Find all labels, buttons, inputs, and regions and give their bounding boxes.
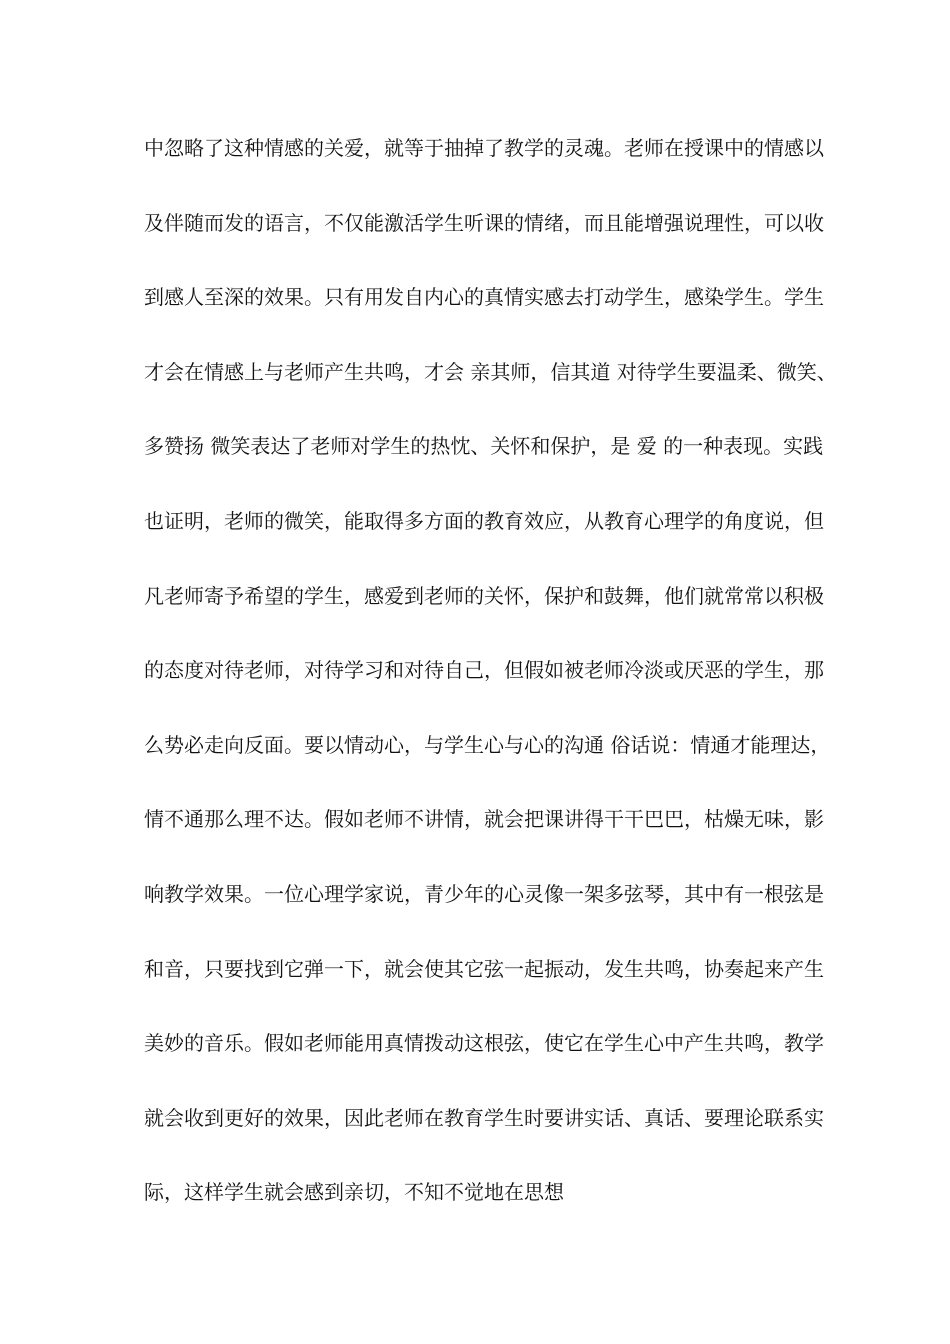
text-line: 到感人至深的效果。只有用发自内心的真情实感去打动学生，感染学生。学生 (144, 285, 824, 310)
text-line: 中忽略了这种情感的关爱，就等于抽掉了教学的灵魂。老师在授课中的情感以 (144, 136, 824, 160)
text-line: 才会在情感上与老师产生共鸣，才会 亲其师，信其道 对待学生要温柔、微笑、 (144, 359, 837, 384)
text-line: 的态度对待老师，对待学习和对待自己，但假如被老师冷淡或厌恶的学生，那 (144, 658, 824, 683)
text-line: 和音，只要找到它弹一下，就会使其它弦一起振动，发生共鸣，协奏起来产生 (144, 956, 824, 981)
text-line: 际，这样学生就会感到亲切，不知不觉地在思想 (144, 1180, 564, 1205)
body-text (144, 128, 837, 1247)
text-line: 情不通那么理不达。假如老师不讲情，就会把课讲得干干巴巴，枯燥无味，影 (144, 807, 824, 832)
text-line: 就会收到更好的效果，因此老师在教育学生时要讲实话、真话、要理论联系实 (144, 1105, 824, 1130)
text-line: 也证明，老师的微笑，能取得多方面的教育效应，从教育心理学的角度说，但 (144, 508, 824, 533)
text-line: 响教学效果。一位心理学家说，青少年的心灵像一架多弦琴，其中有一根弦是 (144, 881, 824, 906)
text-line: 多赞扬 微笑表达了老师对学生的热忱、关怀和保护，是 爱 的一种表现。实践 (144, 434, 824, 459)
text-line: 美妙的音乐。假如老师能用真情拨动这根弦，使它在学生心中产生共鸣，教学 (144, 1031, 824, 1056)
text-line: 凡老师寄予希望的学生，感爱到老师的关怀，保护和鼓舞，他们就常常以积极 (144, 583, 824, 608)
text-line: 么势必走向反面。要以情动心，与学生心与心的沟通 俗话说：情通才能理达， (144, 732, 831, 757)
text-line: 及伴随而发的语言，不仅能激活学生听课的情绪，而且能增强说理性，可以收 (144, 210, 824, 235)
